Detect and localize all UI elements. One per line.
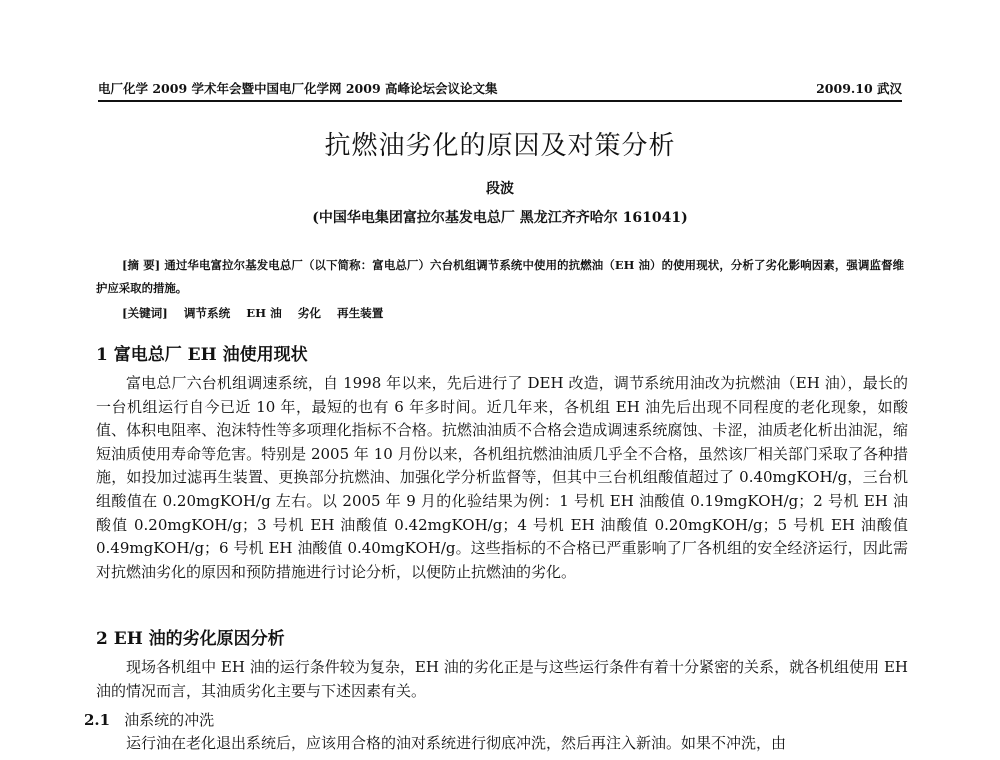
subsection-2-1-heading [84, 709, 214, 730]
section-2-heading: 2 EH 油的劣化原因分析 [96, 629, 285, 649]
abstract-text: 通过华电富拉尔基发电总厂（以下简称：富电总厂）六台机组调节系统中使用的抗燃油（EH 油）的使用现状，分析了劣化影响因素，强调监督维护应采取的措施。 [96, 258, 905, 295]
keywords-label: [关键词] [122, 306, 168, 320]
header-rule [98, 100, 902, 102]
paper-title: 抗燃油劣化的原因及对策分析 [324, 131, 676, 161]
author-affiliation: (中国华电集团富拉尔基发电总厂 黑龙江齐齐哈尔 161041) [312, 210, 688, 226]
subsection-title: 油系统的冲洗 [124, 711, 215, 729]
keyword-item: 再生装置 [336, 306, 384, 320]
running-header [98, 79, 902, 97]
keyword-item: EH 油 [246, 306, 282, 320]
abstract [96, 254, 904, 300]
section-1-heading: 1 富电总厂 EH 油使用现状 [96, 345, 308, 365]
author-name: 段波 [486, 181, 514, 197]
keyword-item: 调节系统 [183, 306, 231, 320]
keywords [122, 305, 395, 321]
section-2-paragraph: 现场各机组中 EH 油的运行条件较为复杂，EH 油的劣化正是与这些运行条件有着十分紧密的关系，就各机组使用 EH 油的情况而言，其油质劣化主要与下述因素有关。 [96, 658, 908, 700]
conference-date-place: 2009.10 武汉 [816, 81, 902, 96]
section-1-paragraph: 富电总厂六台机组调速系统，自 1998 年以来，先后进行了 DEH 改造，调节系统用油改为抗燃油（EH 油），最长的一台机组运行自今已近 10 年，最短的也有 6 年多时间。近几年来，各机组 EH 油先后出现不同程度的老化现象，如酸值、体积电阻率、泡沫特性等多项理化指标不合格。抗燃油油质不合格会造成调速系统腐蚀、卡涩，油质老化析出油泥，缩短油质使用寿命等危害。特别是 2005 年 10 月份以来，各机组抗燃油油质几乎全不合格，虽然该厂相关部门采取了各种措施，如投加过滤再生装置、更换部分抗燃油、加强化学分析监督等，但其中三台机组酸值超过了 0.40mgKOH/g，三台机组酸值在 0.20mgKOH/g 左右。以 2005 年 9 月的化验结果为例：1 号机 EH 油酸值 0.19mgKOH/g；2 号机 EH 油酸值 0.20mgKOH/g；3 号机 EH 油酸值 0.42mgKOH/g；4 号机 EH 油酸值 0.20mgKOH/g；5 号机 EH 油酸值 0.49mgKOH/g；6 号机 EH 油酸值 0.40mgKOH/g。这些指标的不合格已严重影响了厂各机组的安全经济运行，因此需对抗燃油劣化的原因和预防措施进行讨论分析，以便防止抗燃油的劣化。 [96, 374, 908, 581]
abstract-label: [摘 要] [122, 258, 161, 272]
keyword-item: 劣化 [297, 306, 321, 320]
subsection-2-1-paragraph: 运行油在老化退出系统后，应该用合格的油对系统进行彻底冲洗，然后再注入新油。如果不冲洗，由 [126, 734, 787, 752]
journal-name: 电厂化学 2009 学术年会暨中国电厂化学网 2009 高峰论坛会议论文集 [98, 81, 498, 96]
subsection-number: 2.1 [84, 711, 111, 729]
